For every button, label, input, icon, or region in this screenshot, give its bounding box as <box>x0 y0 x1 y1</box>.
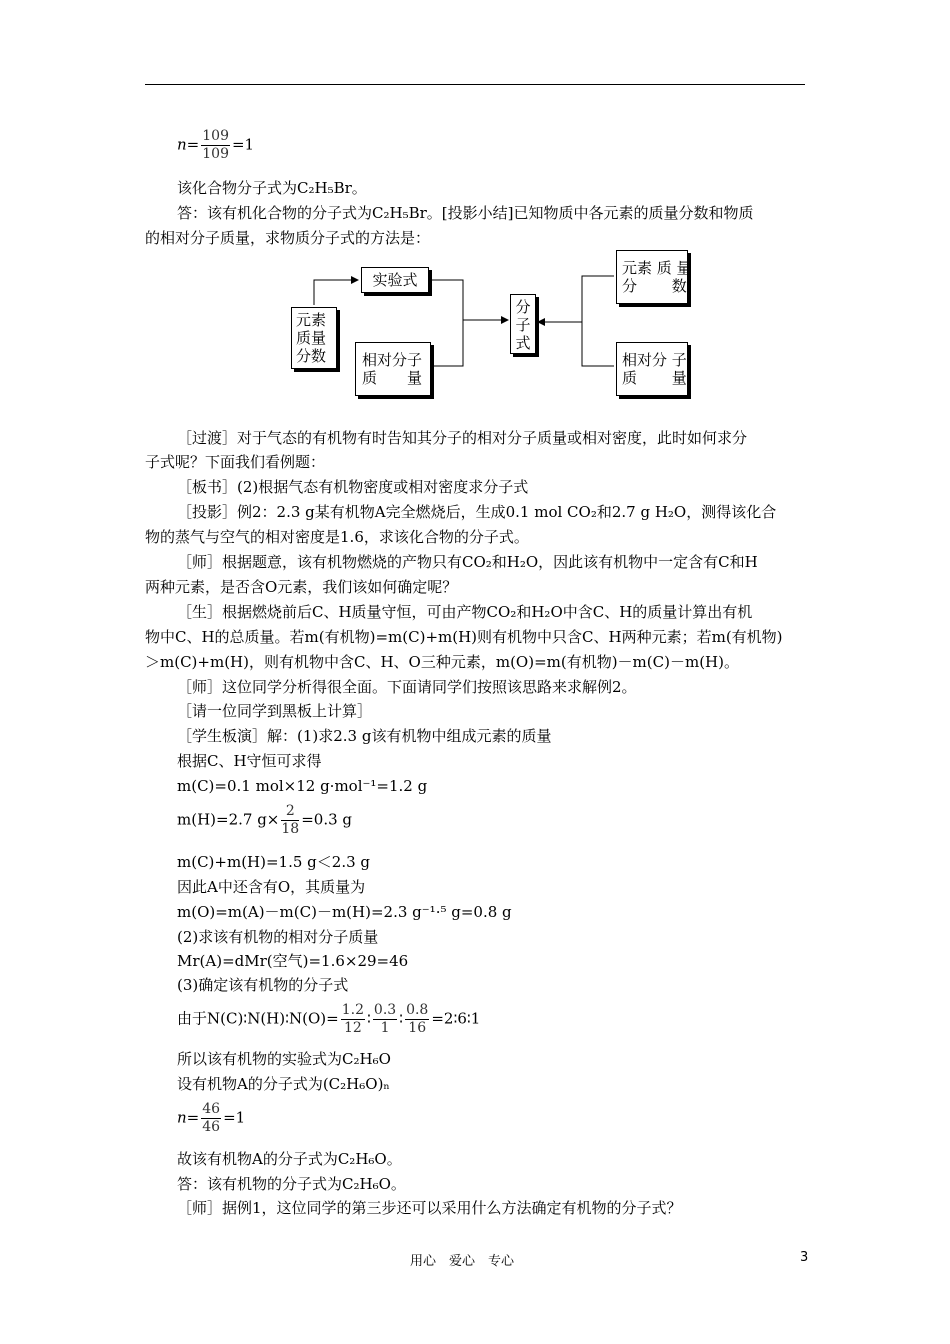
text-line: m(C)+m(H)=1.5 g＜2.3 g <box>177 853 371 871</box>
text-line: ［过渡］对于气态的有机物有时告知其分子的相对分子质量或相对密度，此时如何求分 <box>177 429 748 447</box>
label-line: 元素 质 量 <box>622 259 692 277</box>
text-line: 物的蒸气与空气的相对密度是1.6，求该化合物的分子式。 <box>145 528 529 546</box>
fraction <box>341 1002 365 1037</box>
text-line: ［板书］(2)根据气态有机物密度或相对密度求分子式 <box>177 478 529 496</box>
label-line: 质 量 <box>622 369 687 387</box>
fraction <box>281 803 299 838</box>
text-line: ［师］这位同学分析得很全面。下面请同学们按照该思路来求解例2。 <box>177 678 637 696</box>
denominator: 1 <box>380 1020 390 1036</box>
eq-prefix: n= <box>177 1108 200 1127</box>
text-line: 两种元素，是否含O元素，我们该如何确定呢？ <box>145 578 458 596</box>
box-molar-mass-left <box>355 342 431 396</box>
box-empirical-label: 实验式 <box>372 271 418 289</box>
text-line: m(C)=0.1 mol×12 g·mol⁻¹=1.2 g <box>177 777 428 795</box>
numerator: 0.3 <box>373 1002 397 1018</box>
box-molecular-formula <box>510 294 536 354</box>
text-line: 答：该有机物的分子式为C₂H₆O。 <box>177 1175 406 1193</box>
text-line: ＞m(C)+m(H)，则有机物中含C、H、O三种元素，m(O)=m(有机物)－m(C)－m(H)。 <box>145 653 739 671</box>
box-mass-fraction-right <box>616 250 692 304</box>
ratio-sep: ∶ <box>399 1009 404 1028</box>
label-line: 分 <box>515 298 531 316</box>
label-line: 式 <box>515 334 531 352</box>
denominator: 46 <box>202 1119 221 1135</box>
text-line: 该化合物分子式为C₂H₅Br。 <box>177 179 367 197</box>
text-line: 设有机物A的分子式为(C₂H₆O)ₙ <box>177 1075 390 1093</box>
denominator: 18 <box>281 821 300 837</box>
page-footer: 用心 爱心 专心 <box>410 1254 515 1269</box>
numerator: 46 <box>202 1101 221 1117</box>
numerator: 2 <box>281 803 299 821</box>
arrow-to-empirical <box>314 280 358 305</box>
label-line: 分数 <box>296 347 327 365</box>
label-line: 质量 <box>296 329 327 347</box>
text-line: (3)确定该有机物的分子式 <box>177 976 349 994</box>
numerator: 0.8 <box>406 1002 429 1018</box>
denominator: 16 <box>408 1020 427 1036</box>
line-empirical-out <box>430 280 463 320</box>
text-line: ［生］根据燃烧前后C、H质量守恒，可由产物CO₂和H₂O中含C、H的质量计算出有机 <box>177 603 753 621</box>
equation-ratio <box>177 1002 480 1037</box>
text-line: ［师］据例1，这位同学的第三步还可以采用什么方法确定有机物的分子式？ <box>177 1199 682 1217</box>
text-line: 根据C、H守恒可求得 <box>177 752 322 770</box>
result: =1 <box>231 135 255 154</box>
label-line: 质 量 <box>362 369 423 387</box>
numerator: 109 <box>202 128 229 144</box>
text-line: ［请一位同学到黑板上计算］ <box>177 702 373 720</box>
text-line: Mr(A)=dMr(空气)=1.6×29=46 <box>177 952 409 970</box>
numerator: 1.2 <box>341 1002 364 1018</box>
result: =1 <box>223 1108 246 1127</box>
denominator: 109 <box>202 146 229 162</box>
box-molar-mass-right <box>616 342 688 396</box>
line-right-bracket <box>582 276 614 366</box>
denominator: 12 <box>343 1020 362 1036</box>
eq-prefix: 由于N(C)∶N(H)∶N(O)= <box>177 1009 339 1028</box>
text-line: 答：该有机化合物的分子式为C₂H₅Br。[投影小结]已知物质中各元素的质量分数和物质 <box>177 204 754 222</box>
text-line: 子式呢？下面我们看例题： <box>145 453 326 471</box>
text-line: 因此A中还含有O，其质量为 <box>177 878 366 896</box>
text-line: 故该有机物A的分子式为C₂H₆O。 <box>177 1150 402 1168</box>
page-number: 3 <box>800 1250 809 1265</box>
text-line: 所以该有机物的实验式为C₂H₆O <box>177 1050 391 1068</box>
text-line: (2)求该有机物的相对分子质量 <box>177 928 379 946</box>
fraction <box>201 1101 221 1136</box>
fraction <box>373 1002 397 1037</box>
text-line: 物中C、H的总质量。若m(有机物)=m(C)+m(H)则有机物中只含C、H两种元素；若m(有机物) <box>145 628 783 646</box>
text-line: ［投影］例2：2.3 g某有机物A完全燃烧后，生成0.1 mol CO₂和2.7 g H₂O，测得该化合 <box>177 503 777 521</box>
eq-sign: = <box>186 135 200 154</box>
text-line: ［学生板演］解：(1)求2.3 g该有机物中组成元素的质量 <box>177 727 552 745</box>
text-line: 的相对分子质量，求物质分子式的方法是： <box>145 229 431 247</box>
equation-n2 <box>177 1101 245 1136</box>
result: =2∶6∶1 <box>431 1009 481 1028</box>
ratio-sep: ∶ <box>367 1009 371 1028</box>
label-line: 子 <box>515 316 531 334</box>
text-line: ［师］根据题意，该有机物燃烧的产物只有CO₂和H₂O，因此该有机物中一定含有C和H <box>177 553 758 571</box>
line-molar-out <box>433 320 463 366</box>
box-mass-fraction-left <box>291 307 337 369</box>
fraction <box>405 1002 429 1037</box>
label-line: 元素 <box>296 311 327 329</box>
box-empirical <box>361 267 429 293</box>
eq-prefix: m(H)=2.7 g× <box>177 810 280 829</box>
label-line: 分 数 <box>622 277 687 295</box>
label-line: 相对分 子 <box>622 351 687 369</box>
result: =0.3 g <box>301 810 352 829</box>
text-line: m(O)=m(A)－m(C)－m(H)=2.3 g⁻¹·⁵ g=0.8 g <box>177 903 512 921</box>
diagram-arrows <box>0 0 950 420</box>
equation-mh <box>177 803 352 838</box>
label-line: 相对分子 <box>362 351 423 369</box>
var-n: n <box>177 135 187 154</box>
